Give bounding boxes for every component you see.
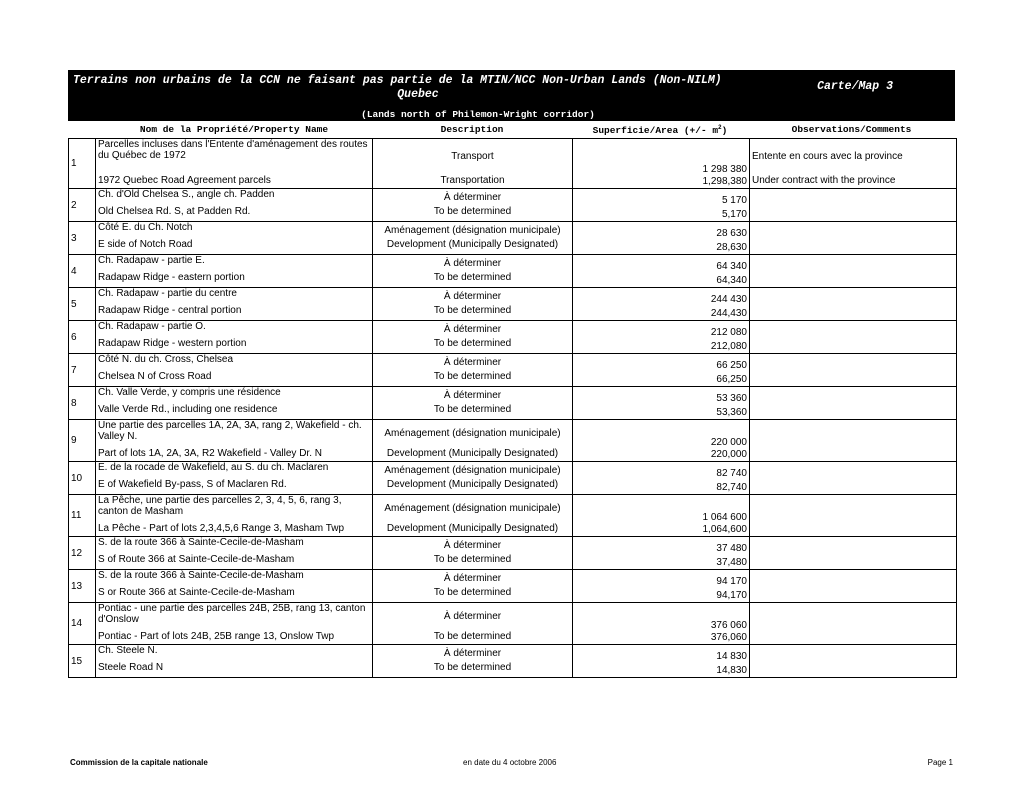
- row-number: 12: [69, 537, 96, 570]
- property-name-fr: Parcelles incluses dans l'Entente d'aménagement des routes du Québec de 1972: [96, 139, 373, 175]
- description-en: To be determined: [373, 404, 573, 420]
- row-number: 14: [69, 603, 96, 645]
- row-number: 13: [69, 570, 96, 603]
- area-fr: 64 340: [573, 255, 750, 272]
- observation-fr: [750, 495, 957, 523]
- table-row: [69, 603, 957, 631]
- area-header-text: Superficie/Area (+/- m: [592, 125, 719, 137]
- property-name-fr: Côté N. du ch. Cross, Chelsea: [96, 354, 373, 371]
- description-en: To be determined: [373, 305, 573, 321]
- table-row: [69, 495, 957, 523]
- observation-fr: Entente en cours avec la province: [750, 139, 957, 175]
- observation-fr: [750, 420, 957, 448]
- description-fr: À déterminer: [373, 354, 573, 371]
- area-fr: 14 830: [573, 645, 750, 662]
- area-fr: 53 360: [573, 387, 750, 404]
- area-en: 37,480: [573, 554, 750, 570]
- row-number: 2: [69, 189, 96, 222]
- description-fr: À déterminer: [373, 189, 573, 206]
- area-fr: 244 430: [573, 288, 750, 305]
- description-fr: Transport: [373, 139, 573, 175]
- area-en: 5,170: [573, 206, 750, 222]
- table-row: [69, 523, 957, 537]
- table-row: [69, 645, 957, 662]
- area-fr: 1 064 600: [573, 495, 750, 523]
- table-row: [69, 175, 957, 189]
- property-name-en: Chelsea N of Cross Road: [96, 371, 373, 387]
- table-row: [69, 420, 957, 448]
- property-name-fr: Ch. Valle Verde, y compris une résidence: [96, 387, 373, 404]
- property-name-fr: La Pêche, une partie des parcelles 2, 3, 4, 5, 6, rang 3, canton de Masham: [96, 495, 373, 523]
- description-en: Development (Municipally Designated): [373, 479, 573, 495]
- property-name-fr: Pontiac - une partie des parcelles 24B, 25B, rang 13, canton d'Onslow: [96, 603, 373, 631]
- property-name-fr: E. de la rocade de Wakefield, au S. du ch. Maclaren: [96, 462, 373, 479]
- property-name-en: La Pêche - Part of lots 2,3,4,5,6 Range 3, Masham Twp: [96, 523, 373, 537]
- table-row: [69, 272, 957, 288]
- row-number: 7: [69, 354, 96, 387]
- observation-en: [750, 404, 957, 420]
- observation-fr: [750, 570, 957, 587]
- observation-en: [750, 587, 957, 603]
- description-fr: À déterminer: [373, 570, 573, 587]
- observation-en: [750, 448, 957, 462]
- area-en: 82,740: [573, 479, 750, 495]
- footer-organization: Commission de la capitale nationale: [70, 758, 208, 767]
- area-fr: 5 170: [573, 189, 750, 206]
- description-fr: À déterminer: [373, 321, 573, 338]
- observation-en: Under contract with the province: [750, 175, 957, 189]
- area-en: 376,060: [573, 631, 750, 645]
- table-row: [69, 462, 957, 479]
- table-row: [69, 321, 957, 338]
- title-line-1: Terrains non urbains de la CCN ne faisant pas partie de la MTIN/NCC Non-Urban Lands (Non-NILM): [73, 74, 722, 87]
- area-fr: 37 480: [573, 537, 750, 554]
- description-fr: À déterminer: [373, 288, 573, 305]
- description-fr: À déterminer: [373, 537, 573, 554]
- property-name-en: Old Chelsea Rd. S, at Padden Rd.: [96, 206, 373, 222]
- column-header-area: [572, 124, 748, 136]
- area-en: 244,430: [573, 305, 750, 321]
- title-line-2: Quebec: [397, 88, 439, 101]
- observation-fr: [750, 603, 957, 631]
- area-en: 53,360: [573, 404, 750, 420]
- column-header-name: Nom de la Propriété/Property Name: [139, 124, 329, 135]
- area-header-close: ): [721, 125, 728, 137]
- row-number: 9: [69, 420, 96, 462]
- property-name-en: Radapaw Ridge - central portion: [96, 305, 373, 321]
- document-subtitle: (Lands north of Philemon-Wright corridor): [361, 109, 595, 120]
- observation-fr: [750, 537, 957, 554]
- table-row: [69, 338, 957, 354]
- area-fr: 376 060: [573, 603, 750, 631]
- table-row: [69, 255, 957, 272]
- row-number: 10: [69, 462, 96, 495]
- area-fr: 28 630: [573, 222, 750, 239]
- area-en: 220,000: [573, 448, 750, 462]
- table-row: [69, 139, 957, 175]
- description-en: Development (Municipally Designated): [373, 448, 573, 462]
- table-row: [69, 222, 957, 239]
- area-fr: 94 170: [573, 570, 750, 587]
- row-number: 5: [69, 288, 96, 321]
- observation-en: [750, 662, 957, 678]
- property-name-fr: S. de la route 366 à Sainte-Cecile-de-Masham: [96, 537, 373, 554]
- description-en: To be determined: [373, 338, 573, 354]
- table-row: [69, 404, 957, 420]
- property-table: [68, 138, 957, 678]
- area-fr: 82 740: [573, 462, 750, 479]
- row-number: 11: [69, 495, 96, 537]
- observation-en: [750, 371, 957, 387]
- area-en: 212,080: [573, 338, 750, 354]
- row-number: 8: [69, 387, 96, 420]
- row-number: 3: [69, 222, 96, 255]
- document-title: [73, 74, 763, 102]
- description-fr: Aménagement (désignation municipale): [373, 222, 573, 239]
- property-name-fr: Une partie des parcelles 1A, 2A, 3A, rang 2, Wakefield - ch. Valley N.: [96, 420, 373, 448]
- table-row: [69, 288, 957, 305]
- table-row: [69, 239, 957, 255]
- property-name-en: E side of Notch Road: [96, 239, 373, 255]
- table-row: [69, 354, 957, 371]
- table-row: [69, 479, 957, 495]
- property-name-en: S of Route 366 at Sainte-Cecile-de-Masham: [96, 554, 373, 570]
- property-name-en: Pontiac - Part of lots 24B, 25B range 13, Onslow Twp: [96, 631, 373, 645]
- property-name-en: Radapaw Ridge - western portion: [96, 338, 373, 354]
- description-en: To be determined: [373, 554, 573, 570]
- property-name-en: S or Route 366 at Sainte-Cecile-de-Masham: [96, 587, 373, 603]
- area-fr: 212 080: [573, 321, 750, 338]
- table-row: [69, 662, 957, 678]
- observation-en: [750, 305, 957, 321]
- property-name-fr: Ch. Radapaw - partie O.: [96, 321, 373, 338]
- description-fr: À déterminer: [373, 645, 573, 662]
- row-number: 6: [69, 321, 96, 354]
- property-name-fr: Ch. Steele N.: [96, 645, 373, 662]
- table-row: [69, 554, 957, 570]
- description-fr: Aménagement (désignation municipale): [373, 495, 573, 523]
- area-en: 1,298,380: [573, 175, 750, 189]
- observation-fr: [750, 354, 957, 371]
- table-row: [69, 537, 957, 554]
- property-name-en: Part of lots 1A, 2A, 3A, R2 Wakefield - Valley Dr. N: [96, 448, 373, 462]
- table-row: [69, 387, 957, 404]
- observation-fr: [750, 288, 957, 305]
- table-row: [69, 631, 957, 645]
- observation-en: [750, 554, 957, 570]
- property-name-en: Radapaw Ridge - eastern portion: [96, 272, 373, 288]
- description-fr: À déterminer: [373, 255, 573, 272]
- row-number: 15: [69, 645, 96, 678]
- footer-date: en date du 4 octobre 2006: [463, 758, 557, 767]
- property-name-en: Steele Road N: [96, 662, 373, 678]
- column-header-observations: Observations/Comments: [791, 124, 912, 135]
- observation-fr: [750, 222, 957, 239]
- property-name-en: 1972 Quebec Road Agreement parcels: [96, 175, 373, 189]
- area-en: 14,830: [573, 662, 750, 678]
- table-row: [69, 371, 957, 387]
- area-en: 66,250: [573, 371, 750, 387]
- description-en: To be determined: [373, 272, 573, 288]
- observation-en: [750, 523, 957, 537]
- area-fr: 66 250: [573, 354, 750, 371]
- column-headers: [68, 121, 955, 137]
- observation-en: [750, 206, 957, 222]
- description-fr: Aménagement (désignation municipale): [373, 462, 573, 479]
- table-row: [69, 189, 957, 206]
- table-row: [69, 305, 957, 321]
- table-row: [69, 587, 957, 603]
- row-number: 4: [69, 255, 96, 288]
- property-name-fr: Ch. Radapaw - partie du centre: [96, 288, 373, 305]
- observation-fr: [750, 321, 957, 338]
- table-row: [69, 206, 957, 222]
- area-en: 1,064,600: [573, 523, 750, 537]
- observation-fr: [750, 462, 957, 479]
- property-name-fr: S. de la route 366 à Sainte-Cecile-de-Masham: [96, 570, 373, 587]
- property-name-en: E of Wakefield By-pass, S of Maclaren Rd.: [96, 479, 373, 495]
- observation-en: [750, 479, 957, 495]
- observation-en: [750, 272, 957, 288]
- map-label: Carte/Map 3: [817, 80, 893, 93]
- area-en: 64,340: [573, 272, 750, 288]
- observation-en: [750, 338, 957, 354]
- observation-fr: [750, 645, 957, 662]
- description-en: Development (Municipally Designated): [373, 239, 573, 255]
- property-table-body: [69, 139, 957, 678]
- area-header-superscript: 2: [718, 124, 722, 131]
- property-name-fr: Ch. d'Old Chelsea S., angle ch. Padden: [96, 189, 373, 206]
- description-fr: À déterminer: [373, 387, 573, 404]
- area-en: 28,630: [573, 239, 750, 255]
- description-en: To be determined: [373, 587, 573, 603]
- area-en: 94,170: [573, 587, 750, 603]
- area-fr: 1 298 380: [573, 139, 750, 175]
- description-fr: Aménagement (désignation municipale): [373, 420, 573, 448]
- table-row: [69, 570, 957, 587]
- table-row: [69, 448, 957, 462]
- property-name-fr: Ch. Radapaw - partie E.: [96, 255, 373, 272]
- observation-fr: [750, 387, 957, 404]
- description-en: To be determined: [373, 371, 573, 387]
- description-en: Development (Municipally Designated): [373, 523, 573, 537]
- area-fr: 220 000: [573, 420, 750, 448]
- observation-en: [750, 631, 957, 645]
- description-en: To be determined: [373, 631, 573, 645]
- column-header-description: Description: [440, 124, 504, 135]
- title-banner: [68, 70, 955, 121]
- description-en: To be determined: [373, 662, 573, 678]
- observation-fr: [750, 189, 957, 206]
- description-en: To be determined: [373, 206, 573, 222]
- row-number: 1: [69, 139, 96, 189]
- property-name-fr: Côté E. du Ch. Notch: [96, 222, 373, 239]
- footer-page-number: Page 1: [927, 758, 953, 767]
- property-name-en: Valle Verde Rd., including one residence: [96, 404, 373, 420]
- observation-fr: [750, 255, 957, 272]
- description-en: Transportation: [373, 175, 573, 189]
- description-fr: À déterminer: [373, 603, 573, 631]
- observation-en: [750, 239, 957, 255]
